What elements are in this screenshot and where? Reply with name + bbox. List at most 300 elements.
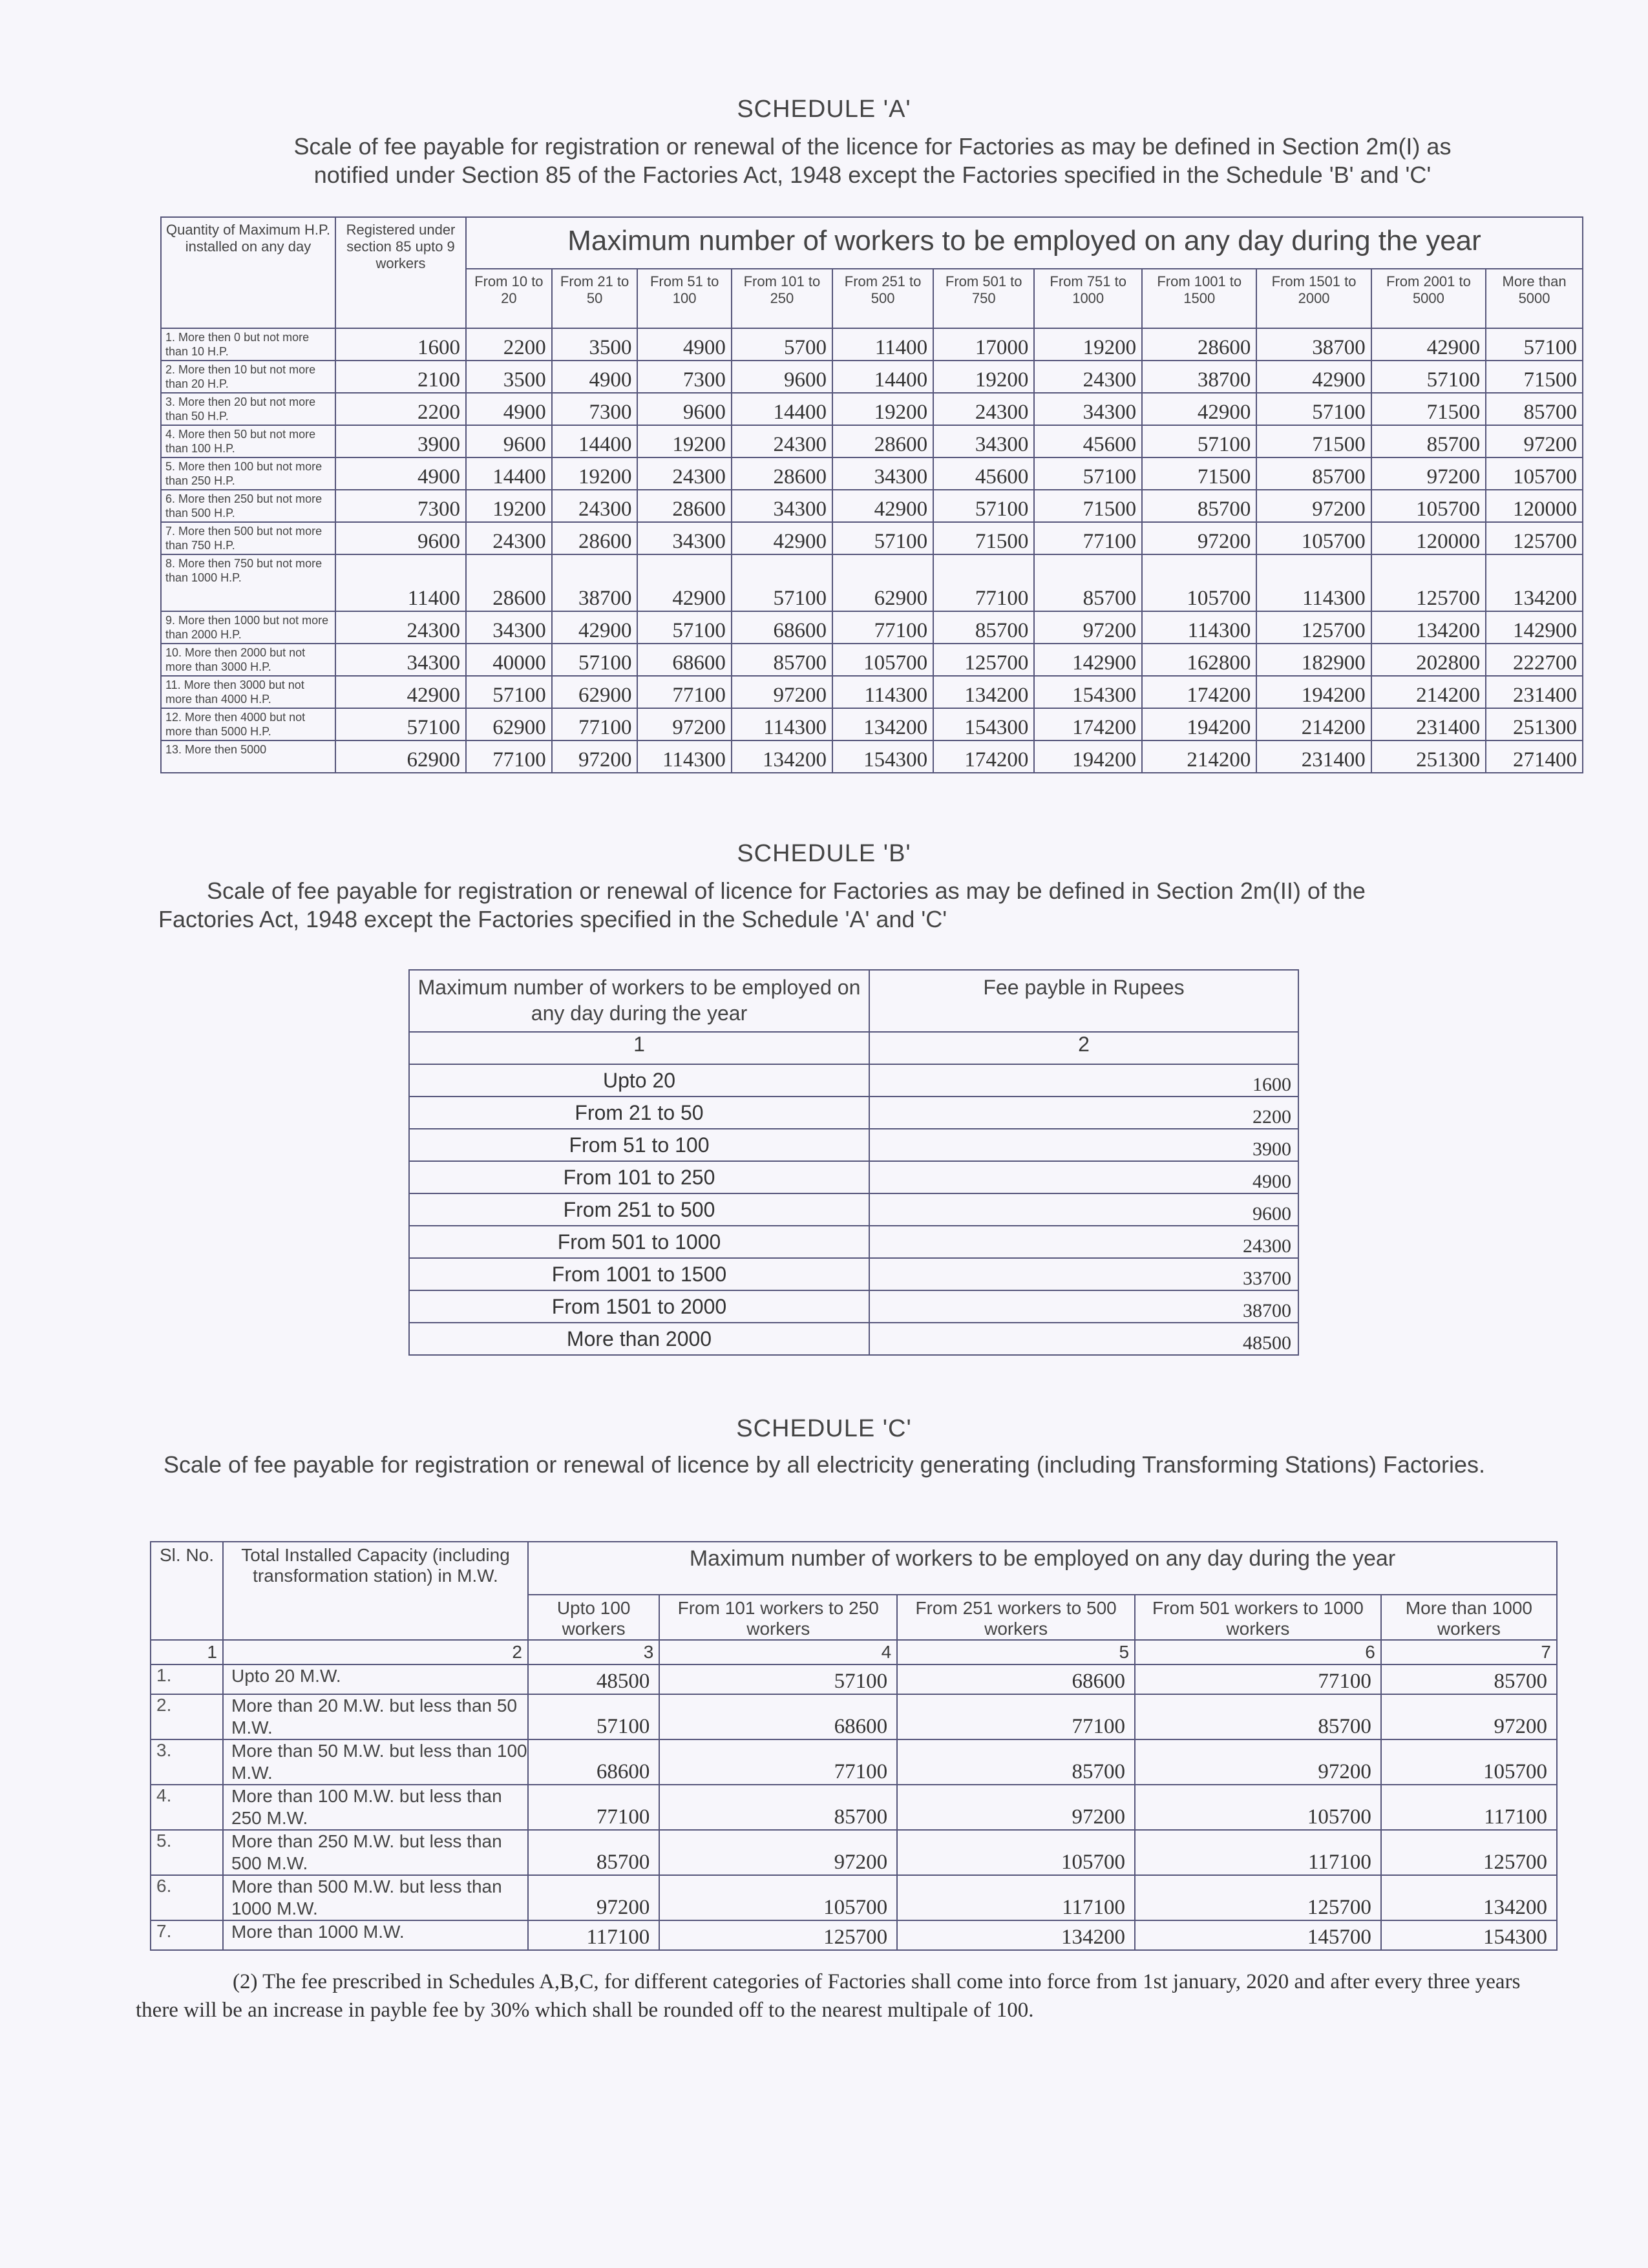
row-label: 6. More then 250 but not more than 500 H.P. xyxy=(161,490,335,522)
fee-cell: 48500 xyxy=(528,1664,659,1694)
header-workers: Maximum number of workers to be employed on any day during the year xyxy=(409,970,869,1032)
fee-cell: 3500 xyxy=(466,361,552,393)
fee-cell: 85700 xyxy=(1256,457,1371,490)
fee-cell: 48500 xyxy=(869,1323,1298,1355)
header-capacity: Total Installed Capacity (including transformation station) in M.W. xyxy=(223,1542,528,1640)
schedule-b-title: SCHEDULE 'B' xyxy=(737,840,911,867)
fee-cell: 34300 xyxy=(832,457,933,490)
fee-cell: 24300 xyxy=(1034,361,1142,393)
fee-cell: 68600 xyxy=(732,611,832,644)
fee-cell: 85700 xyxy=(897,1739,1135,1785)
fee-cell: 97200 xyxy=(1034,611,1142,644)
fee-cell: 19200 xyxy=(466,490,552,522)
fee-cell: 154300 xyxy=(1034,676,1142,708)
fee-cell: 125700 xyxy=(1371,554,1486,611)
schedule-a-table xyxy=(160,216,1583,773)
fee-cell: 125700 xyxy=(1486,522,1583,554)
fee-cell: 105700 xyxy=(659,1875,897,1920)
fee-cell: 24300 xyxy=(637,457,731,490)
fee-cell: 182900 xyxy=(1256,644,1371,676)
fee-cell: 28600 xyxy=(732,457,832,490)
fee-cell: 105700 xyxy=(1142,554,1256,611)
fee-cell: 71500 xyxy=(1371,393,1486,425)
fee-cell: 105700 xyxy=(1371,490,1486,522)
fee-cell: 105700 xyxy=(1135,1785,1381,1830)
fee-cell: 24300 xyxy=(933,393,1034,425)
fee-cell: 154300 xyxy=(832,740,933,773)
fee-cell: 62900 xyxy=(466,708,552,740)
fee-cell: 62900 xyxy=(832,554,933,611)
fee-cell: 34300 xyxy=(335,644,466,676)
fee-cell: 2200 xyxy=(466,328,552,361)
fee-cell: 38700 xyxy=(1142,361,1256,393)
fee-cell: 231400 xyxy=(1371,708,1486,740)
fee-cell: 194200 xyxy=(1256,676,1371,708)
workers-range: From 251 to 500 xyxy=(409,1193,869,1226)
fee-cell: 97200 xyxy=(1135,1739,1381,1785)
workers-range: From 21 to 50 xyxy=(409,1097,869,1129)
fee-cell: 9600 xyxy=(637,393,731,425)
capacity-label: More than 50 M.W. but less than 100 M.W. xyxy=(223,1739,528,1785)
fee-cell: 134200 xyxy=(832,708,933,740)
row-label: 2. More then 10 but not more than 20 H.P. xyxy=(161,361,335,393)
fee-cell: 14400 xyxy=(552,425,638,457)
fee-cell: 9600 xyxy=(335,522,466,554)
workers-range: From 101 to 250 xyxy=(409,1161,869,1193)
fee-cell: 194200 xyxy=(1142,708,1256,740)
column-header: From 21 to 50 xyxy=(552,269,638,328)
header-workers-group: Maximum number of workers to be employed on any day during the year xyxy=(466,217,1583,269)
fee-cell: 174200 xyxy=(933,740,1034,773)
fee-cell: 97200 xyxy=(1371,457,1486,490)
fee-cell: 105700 xyxy=(832,644,933,676)
row-label: 1. More then 0 but not more than 10 H.P. xyxy=(161,328,335,361)
fee-cell: 134200 xyxy=(1371,611,1486,644)
table-row xyxy=(161,708,1583,740)
fee-cell: 57100 xyxy=(1034,457,1142,490)
workers-range: More than 2000 xyxy=(409,1323,869,1355)
fee-cell: 162800 xyxy=(1142,644,1256,676)
fee-cell: 97200 xyxy=(897,1785,1135,1830)
fee-cell: 117100 xyxy=(1381,1785,1557,1830)
fee-cell: 117100 xyxy=(1135,1830,1381,1875)
fee-cell: 97200 xyxy=(659,1830,897,1875)
fee-cell: 105700 xyxy=(1256,522,1371,554)
fee-cell: 57100 xyxy=(832,522,933,554)
fee-cell: 125700 xyxy=(659,1920,897,1950)
fee-cell: 19200 xyxy=(1034,328,1142,361)
table-row xyxy=(151,1694,1557,1739)
fee-cell: 85700 xyxy=(933,611,1034,644)
fee-cell: 145700 xyxy=(1135,1920,1381,1950)
fee-cell: 28600 xyxy=(637,490,731,522)
table-row xyxy=(161,676,1583,708)
fee-cell: 77100 xyxy=(659,1739,897,1785)
fee-cell: 85700 xyxy=(1381,1664,1557,1694)
fee-cell: 2200 xyxy=(869,1097,1298,1129)
table-row xyxy=(151,1875,1557,1920)
fee-cell: 174200 xyxy=(1142,676,1256,708)
fee-cell: 34300 xyxy=(1034,393,1142,425)
table-row xyxy=(409,1290,1298,1323)
fee-cell: 97200 xyxy=(1256,490,1371,522)
serial-number: 7. xyxy=(151,1920,223,1950)
table-row xyxy=(409,1226,1298,1258)
fee-cell: 28600 xyxy=(1142,328,1256,361)
fee-cell: 14400 xyxy=(732,393,832,425)
column-index: 7 xyxy=(1381,1640,1557,1664)
schedule-c-title: SCHEDULE 'C' xyxy=(736,1415,912,1442)
schedule-c-description: Scale of fee payable for registration or renewal of licence by all electricity generating (including Transforming Stations) Factories. xyxy=(164,1451,1486,1478)
workers-range: From 51 to 100 xyxy=(409,1129,869,1161)
column-header: From 2001 to 5000 xyxy=(1371,269,1486,328)
fee-cell: 2100 xyxy=(335,361,466,393)
table-row xyxy=(151,1664,1557,1694)
fee-cell: 3500 xyxy=(552,328,638,361)
serial-number: 2. xyxy=(151,1694,223,1739)
fee-cell: 71500 xyxy=(1142,457,1256,490)
fee-cell: 214200 xyxy=(1256,708,1371,740)
fee-cell: 97200 xyxy=(528,1875,659,1920)
fee-cell: 231400 xyxy=(1256,740,1371,773)
fee-cell: 24300 xyxy=(466,522,552,554)
fee-cell: 142900 xyxy=(1034,644,1142,676)
fee-cell: 7300 xyxy=(637,361,731,393)
fee-cell: 42900 xyxy=(1142,393,1256,425)
fee-cell: 1600 xyxy=(335,328,466,361)
column-index: 3 xyxy=(528,1640,659,1664)
fee-cell: 174200 xyxy=(1034,708,1142,740)
fee-cell: 33700 xyxy=(869,1258,1298,1290)
column-index: 2 xyxy=(869,1032,1298,1064)
workers-range: From 1001 to 1500 xyxy=(409,1258,869,1290)
fee-cell: 77100 xyxy=(1034,522,1142,554)
column-header: From 101 to 250 xyxy=(732,269,832,328)
fee-cell: 34300 xyxy=(466,611,552,644)
fee-cell: 77100 xyxy=(1135,1664,1381,1694)
column-header: From 251 to 500 xyxy=(832,269,933,328)
fee-cell: 114300 xyxy=(637,740,731,773)
row-label: 5. More then 100 but not more than 250 H.P. xyxy=(161,457,335,490)
table-row xyxy=(161,522,1583,554)
header-registered: Registered under section 85 upto 9 workers xyxy=(335,217,466,328)
fee-cell: 114300 xyxy=(1256,554,1371,611)
fee-cell: 117100 xyxy=(897,1875,1135,1920)
fee-cell: 28600 xyxy=(552,522,638,554)
row-label: 10. More then 2000 but not more than 3000 H.P. xyxy=(161,644,335,676)
fee-cell: 214200 xyxy=(1371,676,1486,708)
fee-cell: 42900 xyxy=(732,522,832,554)
fee-cell: 42900 xyxy=(832,490,933,522)
fee-cell: 77100 xyxy=(637,676,731,708)
fee-cell: 85700 xyxy=(1486,393,1583,425)
fee-cell: 3900 xyxy=(869,1129,1298,1161)
fee-cell: 11400 xyxy=(335,554,466,611)
fee-cell: 57100 xyxy=(637,611,731,644)
fee-cell: 45600 xyxy=(933,457,1034,490)
fee-cell: 154300 xyxy=(933,708,1034,740)
column-header: From 251 workers to 500 workers xyxy=(897,1595,1135,1640)
serial-number: 3. xyxy=(151,1739,223,1785)
workers-range: From 501 to 1000 xyxy=(409,1226,869,1258)
schedule-c-table xyxy=(150,1541,1558,1951)
fee-cell: 62900 xyxy=(335,740,466,773)
fee-cell: 17000 xyxy=(933,328,1034,361)
fee-cell: 42900 xyxy=(1256,361,1371,393)
column-header: More than 5000 xyxy=(1486,269,1583,328)
fee-cell: 57100 xyxy=(1142,425,1256,457)
row-label: 3. More then 20 but not more than 50 H.P. xyxy=(161,393,335,425)
fee-cell: 24300 xyxy=(732,425,832,457)
table-row xyxy=(161,490,1583,522)
fee-cell: 120000 xyxy=(1486,490,1583,522)
header-workers-group: Maximum number of workers to be employed on any day during the year xyxy=(528,1542,1557,1595)
fee-cell: 202800 xyxy=(1371,644,1486,676)
table-row xyxy=(151,1920,1557,1950)
capacity-label: More than 1000 M.W. xyxy=(223,1920,528,1950)
fee-cell: 24300 xyxy=(869,1226,1298,1258)
fee-cell: 77100 xyxy=(528,1785,659,1830)
workers-range: Upto 20 xyxy=(409,1064,869,1097)
fee-cell: 38700 xyxy=(1256,328,1371,361)
row-label: 13. More then 5000 xyxy=(161,740,335,773)
fee-cell: 134200 xyxy=(897,1920,1135,1950)
serial-number: 5. xyxy=(151,1830,223,1875)
fee-cell: 125700 xyxy=(1381,1830,1557,1875)
header-fee: Fee payble in Rupees xyxy=(869,970,1298,1032)
fee-cell: 117100 xyxy=(528,1920,659,1950)
column-header: Upto 100 workers xyxy=(528,1595,659,1640)
fee-cell: 34300 xyxy=(732,490,832,522)
fee-cell: 77100 xyxy=(933,554,1034,611)
fee-cell: 125700 xyxy=(1135,1875,1381,1920)
fee-cell: 34300 xyxy=(933,425,1034,457)
fee-cell: 97200 xyxy=(732,676,832,708)
fee-cell: 97200 xyxy=(1486,425,1583,457)
table-row xyxy=(409,1064,1298,1097)
column-index: 6 xyxy=(1135,1640,1381,1664)
table-row xyxy=(161,328,1583,361)
row-label: 4. More then 50 but not more than 100 H.P. xyxy=(161,425,335,457)
fee-cell: 71500 xyxy=(1486,361,1583,393)
fee-cell: 97200 xyxy=(637,708,731,740)
fee-cell: 28600 xyxy=(832,425,933,457)
fee-cell: 105700 xyxy=(897,1830,1135,1875)
table-row xyxy=(161,361,1583,393)
column-index: 2 xyxy=(223,1640,528,1664)
fee-cell: 57100 xyxy=(466,676,552,708)
column-header: From 10 to 20 xyxy=(466,269,552,328)
fee-cell: 71500 xyxy=(1256,425,1371,457)
fee-cell: 77100 xyxy=(466,740,552,773)
fee-cell: 125700 xyxy=(933,644,1034,676)
fee-cell: 11400 xyxy=(832,328,933,361)
fee-cell: 42900 xyxy=(1371,328,1486,361)
fee-cell: 114300 xyxy=(832,676,933,708)
schedule-a-description: Scale of fee payable for registration or renewal of the licence for Factories as may be defined in Section 2m(I) as notified under Section 85 of the Factories Act, 1948 except the Factories specified in the Schedule 'B' and 'C' xyxy=(293,133,1452,188)
fee-cell: 9600 xyxy=(466,425,552,457)
table-row xyxy=(409,1161,1298,1193)
fee-cell: 57100 xyxy=(732,554,832,611)
fee-cell: 38700 xyxy=(869,1290,1298,1323)
fee-cell: 14400 xyxy=(832,361,933,393)
column-index: 4 xyxy=(659,1640,897,1664)
fee-cell: 57100 xyxy=(1371,361,1486,393)
fee-cell: 57100 xyxy=(335,708,466,740)
schedule-b-description: Scale of fee payable for registration or renewal of licence for Factories as may be defined in Section 2m(II) of the Factories Act, 1948 except the Factories specified in the Schedule 'A' and 'C' xyxy=(158,877,1366,932)
fee-cell: 85700 xyxy=(1371,425,1486,457)
fee-cell: 97200 xyxy=(552,740,638,773)
table-row xyxy=(409,1258,1298,1290)
fee-cell: 3900 xyxy=(335,425,466,457)
fee-cell: 4900 xyxy=(466,393,552,425)
table-row xyxy=(161,740,1583,773)
fee-cell: 134200 xyxy=(1486,554,1583,611)
column-header: From 1501 to 2000 xyxy=(1256,269,1371,328)
table-row xyxy=(161,611,1583,644)
fee-cell: 85700 xyxy=(1034,554,1142,611)
fee-cell: 62900 xyxy=(552,676,638,708)
row-label: 7. More then 500 but not more than 750 H.P. xyxy=(161,522,335,554)
table-row xyxy=(161,554,1583,611)
fee-cell: 231400 xyxy=(1486,676,1583,708)
table-row xyxy=(151,1830,1557,1875)
fee-cell: 68600 xyxy=(637,644,731,676)
table-row xyxy=(409,1193,1298,1226)
fee-cell: 57100 xyxy=(528,1694,659,1739)
fee-cell: 271400 xyxy=(1486,740,1583,773)
row-label: 9. More then 1000 but not more than 2000 H.P. xyxy=(161,611,335,644)
row-label: 8. More then 750 but not more than 1000 H.P. xyxy=(161,554,335,611)
fee-cell: 57100 xyxy=(1486,328,1583,361)
fee-cell: 77100 xyxy=(832,611,933,644)
column-header: From 101 workers to 250 workers xyxy=(659,1595,897,1640)
serial-number: 1. xyxy=(151,1664,223,1694)
fee-cell: 105700 xyxy=(1486,457,1583,490)
fee-cell: 85700 xyxy=(659,1785,897,1830)
fee-cell: 134200 xyxy=(933,676,1034,708)
fee-cell: 1600 xyxy=(869,1064,1298,1097)
header-sl-no: Sl. No. xyxy=(151,1542,223,1640)
fee-revision-note: (2) The fee prescribed in Schedules A,B,C, for different categories of Factories shall come into force from 1st january, 2020 and after every three years there will be an increase in payble fee by 30% which shall be rounded off to the nearest multipale of 100. xyxy=(136,1970,1521,2022)
fee-cell: 57100 xyxy=(933,490,1034,522)
fee-cell: 134200 xyxy=(732,740,832,773)
fee-cell: 85700 xyxy=(528,1830,659,1875)
fee-cell: 4900 xyxy=(869,1161,1298,1193)
fee-cell: 9600 xyxy=(732,361,832,393)
fee-cell: 24300 xyxy=(552,490,638,522)
fee-cell: 45600 xyxy=(1034,425,1142,457)
fee-cell: 71500 xyxy=(933,522,1034,554)
column-header: From 51 to 100 xyxy=(637,269,731,328)
header-hp: Quantity of Maximum H.P. installed on any day xyxy=(161,217,335,328)
fee-cell: 14400 xyxy=(466,457,552,490)
fee-cell: 42900 xyxy=(552,611,638,644)
fee-cell: 57100 xyxy=(552,644,638,676)
fee-cell: 125700 xyxy=(1256,611,1371,644)
fee-cell: 97200 xyxy=(1381,1694,1557,1739)
fee-cell: 34300 xyxy=(637,522,731,554)
table-row xyxy=(161,393,1583,425)
fee-cell: 57100 xyxy=(1256,393,1371,425)
fee-cell: 28600 xyxy=(466,554,552,611)
workers-range: From 1501 to 2000 xyxy=(409,1290,869,1323)
fee-cell: 71500 xyxy=(1034,490,1142,522)
fee-cell: 97200 xyxy=(1142,522,1256,554)
table-row xyxy=(161,425,1583,457)
fee-cell: 19200 xyxy=(552,457,638,490)
fee-cell: 5700 xyxy=(732,328,832,361)
fee-cell: 222700 xyxy=(1486,644,1583,676)
serial-number: 6. xyxy=(151,1875,223,1920)
fee-cell: 77100 xyxy=(897,1694,1135,1739)
table-row xyxy=(409,1129,1298,1161)
fee-cell: 85700 xyxy=(1142,490,1256,522)
column-header: From 751 to 1000 xyxy=(1034,269,1142,328)
fee-cell: 42900 xyxy=(335,676,466,708)
fee-cell: 4900 xyxy=(637,328,731,361)
fee-cell: 57100 xyxy=(659,1664,897,1694)
fee-cell: 134200 xyxy=(1381,1875,1557,1920)
fee-cell: 9600 xyxy=(869,1193,1298,1226)
fee-cell: 105700 xyxy=(1381,1739,1557,1785)
fee-cell: 4900 xyxy=(335,457,466,490)
fee-cell: 68600 xyxy=(659,1694,897,1739)
column-index: 5 xyxy=(897,1640,1135,1664)
capacity-label: More than 20 M.W. but less than 50 M.W. xyxy=(223,1694,528,1739)
fee-cell: 19200 xyxy=(933,361,1034,393)
column-index: 1 xyxy=(151,1640,223,1664)
fee-cell: 2200 xyxy=(335,393,466,425)
capacity-label: More than 500 M.W. but less than 1000 M.W. xyxy=(223,1875,528,1920)
fee-cell: 24300 xyxy=(335,611,466,644)
fee-cell: 19200 xyxy=(637,425,731,457)
column-index: 1 xyxy=(409,1032,869,1064)
column-header: From 501 to 750 xyxy=(933,269,1034,328)
fee-cell: 214200 xyxy=(1142,740,1256,773)
serial-number: 4. xyxy=(151,1785,223,1830)
column-header: From 1001 to 1500 xyxy=(1142,269,1256,328)
fee-cell: 68600 xyxy=(528,1739,659,1785)
table-row xyxy=(161,644,1583,676)
capacity-label: More than 250 M.W. but less than 500 M.W. xyxy=(223,1830,528,1875)
row-label: 12. More then 4000 but not more than 5000 H.P. xyxy=(161,708,335,740)
fee-cell: 251300 xyxy=(1486,708,1583,740)
fee-cell: 114300 xyxy=(732,708,832,740)
table-row xyxy=(409,1323,1298,1355)
fee-cell: 120000 xyxy=(1371,522,1486,554)
fee-cell: 19200 xyxy=(832,393,933,425)
fee-cell: 4900 xyxy=(552,361,638,393)
table-row xyxy=(409,1097,1298,1129)
table-row xyxy=(161,457,1583,490)
fee-cell: 142900 xyxy=(1486,611,1583,644)
fee-cell: 154300 xyxy=(1381,1920,1557,1950)
schedule-b-table xyxy=(408,969,1299,1356)
fee-cell: 7300 xyxy=(552,393,638,425)
fee-cell: 251300 xyxy=(1371,740,1486,773)
fee-cell: 114300 xyxy=(1142,611,1256,644)
capacity-label: Upto 20 M.W. xyxy=(223,1664,528,1694)
fee-cell: 85700 xyxy=(1135,1694,1381,1739)
row-label: 11. More then 3000 but not more than 4000 H.P. xyxy=(161,676,335,708)
fee-cell: 194200 xyxy=(1034,740,1142,773)
schedule-a-title: SCHEDULE 'A' xyxy=(737,96,911,123)
fee-cell: 85700 xyxy=(732,644,832,676)
capacity-label: More than 100 M.W. but less than 250 M.W. xyxy=(223,1785,528,1830)
fee-cell: 68600 xyxy=(897,1664,1135,1694)
fee-cell: 42900 xyxy=(637,554,731,611)
